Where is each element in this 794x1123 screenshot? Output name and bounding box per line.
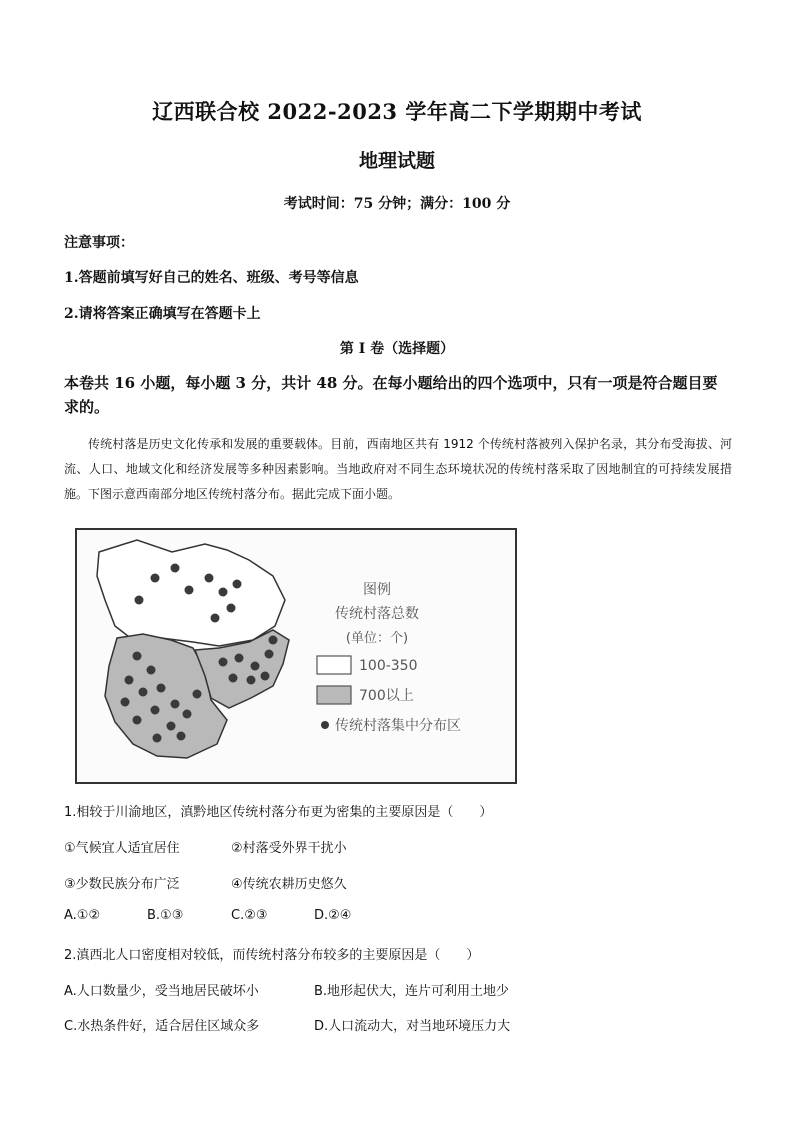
legend-label-low: 100-350 [359, 658, 418, 674]
section-instructions: 本卷共 16 小题，每小题 3 分，共计 48 分。在每小题给出的四个选项中，只有一项是符合题目要求的。 [64, 374, 718, 416]
q2-option-a[interactable]: A.人口数量少，受当地居民破坏小 [64, 984, 259, 999]
q1-option-d[interactable]: D.②④ [314, 908, 352, 923]
q1-option-c[interactable]: C.②③ [231, 908, 268, 923]
legend-swatch-low [317, 656, 351, 674]
exam-title: 辽西联合校 2022-2023 学年高二下学期期中考试 [152, 99, 642, 124]
notice-item: 1.答题前填写好自己的姓名、班级、考号等信息 [64, 270, 359, 286]
map-graphic [77, 530, 515, 782]
legend-title: 图例 [363, 582, 391, 598]
map-legend [317, 582, 461, 734]
q1-statement: ③少数民族分布广泛 [64, 877, 180, 892]
q1-option-b[interactable]: B.①③ [147, 908, 184, 923]
q1-option-a[interactable]: A.①② [64, 908, 101, 923]
q2-option-d[interactable]: D.人口流动大，对当地环境压力大 [314, 1019, 511, 1034]
q2-option-b[interactable]: B.地形起伏大，连片可利用土地少 [314, 984, 510, 999]
exam-subject: 地理试题 [358, 150, 435, 172]
question-1-stem: 1.相较于川渝地区，滇黔地区传统村落分布更为密集的主要原因是（ ） [64, 805, 493, 820]
legend-unit: (单位：个) [345, 631, 409, 646]
exam-info: 考试时间：75 分钟；满分：100 分 [283, 196, 511, 212]
q1-statement: ①气候宜人适宜居住 [64, 841, 180, 856]
legend-label-high: 700以上 [359, 688, 414, 704]
legend-dot-icon [321, 721, 329, 729]
notice-heading: 注意事项： [64, 235, 134, 251]
reading-passage: 传统村落是历史文化传承和发展的重要载体。目前，西南地区共有 1912 个传统村落被列入保护名录，其分布受海拔、河流、人口、地域文化和经济发展等多种因素影响。当地政府对不同生态环境状况的传统村落采取了因地制宜的可持续发展措施。下图示意西南部分地区传统村落分布。据此完成下面小题。 [64, 437, 732, 501]
legend-swatch-high [317, 686, 351, 704]
question-2-stem: 2.滇西北人口密度相对较低，而传统村落分布较多的主要原因是（ ） [64, 948, 480, 963]
q1-statement: ②村落受外界干扰小 [231, 841, 347, 856]
village-distribution-map [75, 528, 517, 784]
q2-option-c[interactable]: C.水热条件好，适合居住区域众多 [64, 1019, 260, 1034]
notice-item: 2.请将答案正确填写在答题卡上 [64, 306, 261, 322]
section-title: 第 I 卷（选择题） [339, 341, 455, 357]
q1-statement: ④传统农耕历史悠久 [231, 877, 347, 892]
legend-subtitle: 传统村落总数 [335, 606, 419, 622]
legend-label-cluster: 传统村落集中分布区 [335, 718, 461, 734]
